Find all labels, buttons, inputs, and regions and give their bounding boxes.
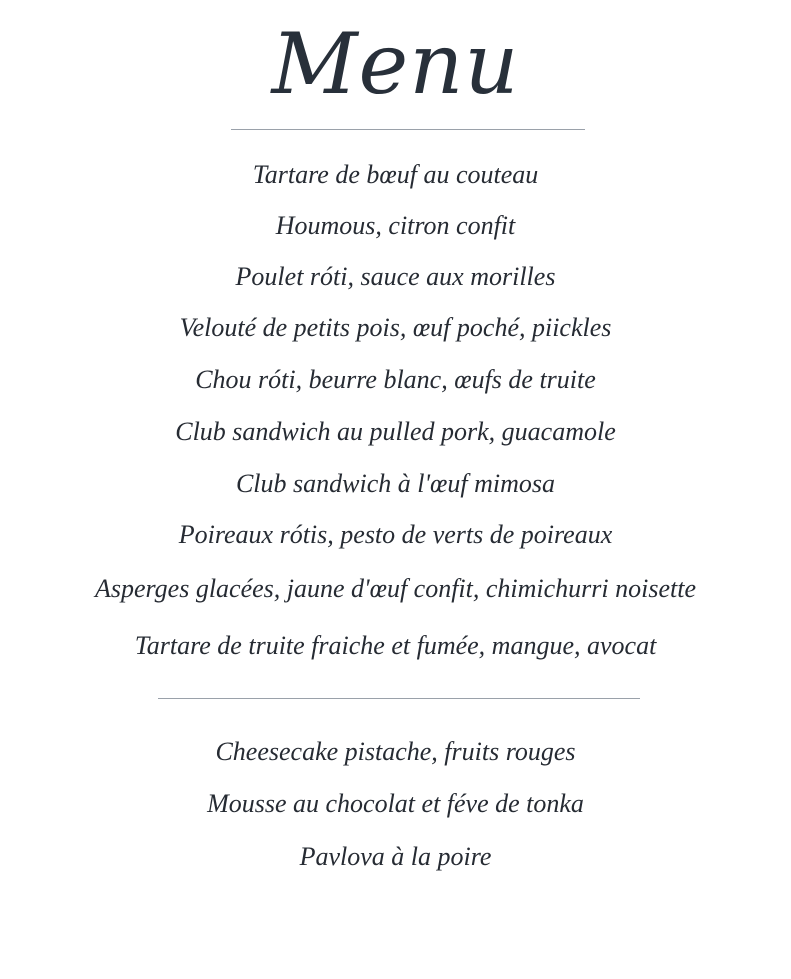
dessert-item: Mousse au chocolat et féve de tonka	[207, 789, 584, 818]
dessert-item: Cheesecake pistache, fruits rouges	[215, 737, 576, 766]
menu-item: Poireaux rótis, pesto de verts de poireaux	[178, 520, 613, 549]
menu-item: Club sandwich au pulled pork, guacamole	[175, 417, 616, 446]
menu-item: Velouté de petits pois, œuf poché, piickles	[179, 313, 612, 342]
title-divider	[231, 129, 585, 130]
menu-item: Tartare de truite fraiche et fumée, mangue, avocat	[134, 631, 657, 660]
menu-title: Menu	[271, 15, 520, 113]
dessert-item: Pavlova à la poire	[299, 842, 492, 871]
menu-item: Asperges glacées, jaune d'œuf confit, chimichurri noisette	[94, 574, 697, 603]
section-divider	[158, 698, 640, 699]
menu-item: Chou róti, beurre blanc, œufs de truite	[195, 365, 596, 394]
menu-item: Poulet róti, sauce aux morilles	[235, 262, 556, 291]
menu-item: Tartare de bœuf au couteau	[252, 160, 539, 189]
menu-item: Houmous, citron confit	[275, 211, 516, 240]
menu-item: Club sandwich à l'œuf mimosa	[235, 469, 556, 498]
